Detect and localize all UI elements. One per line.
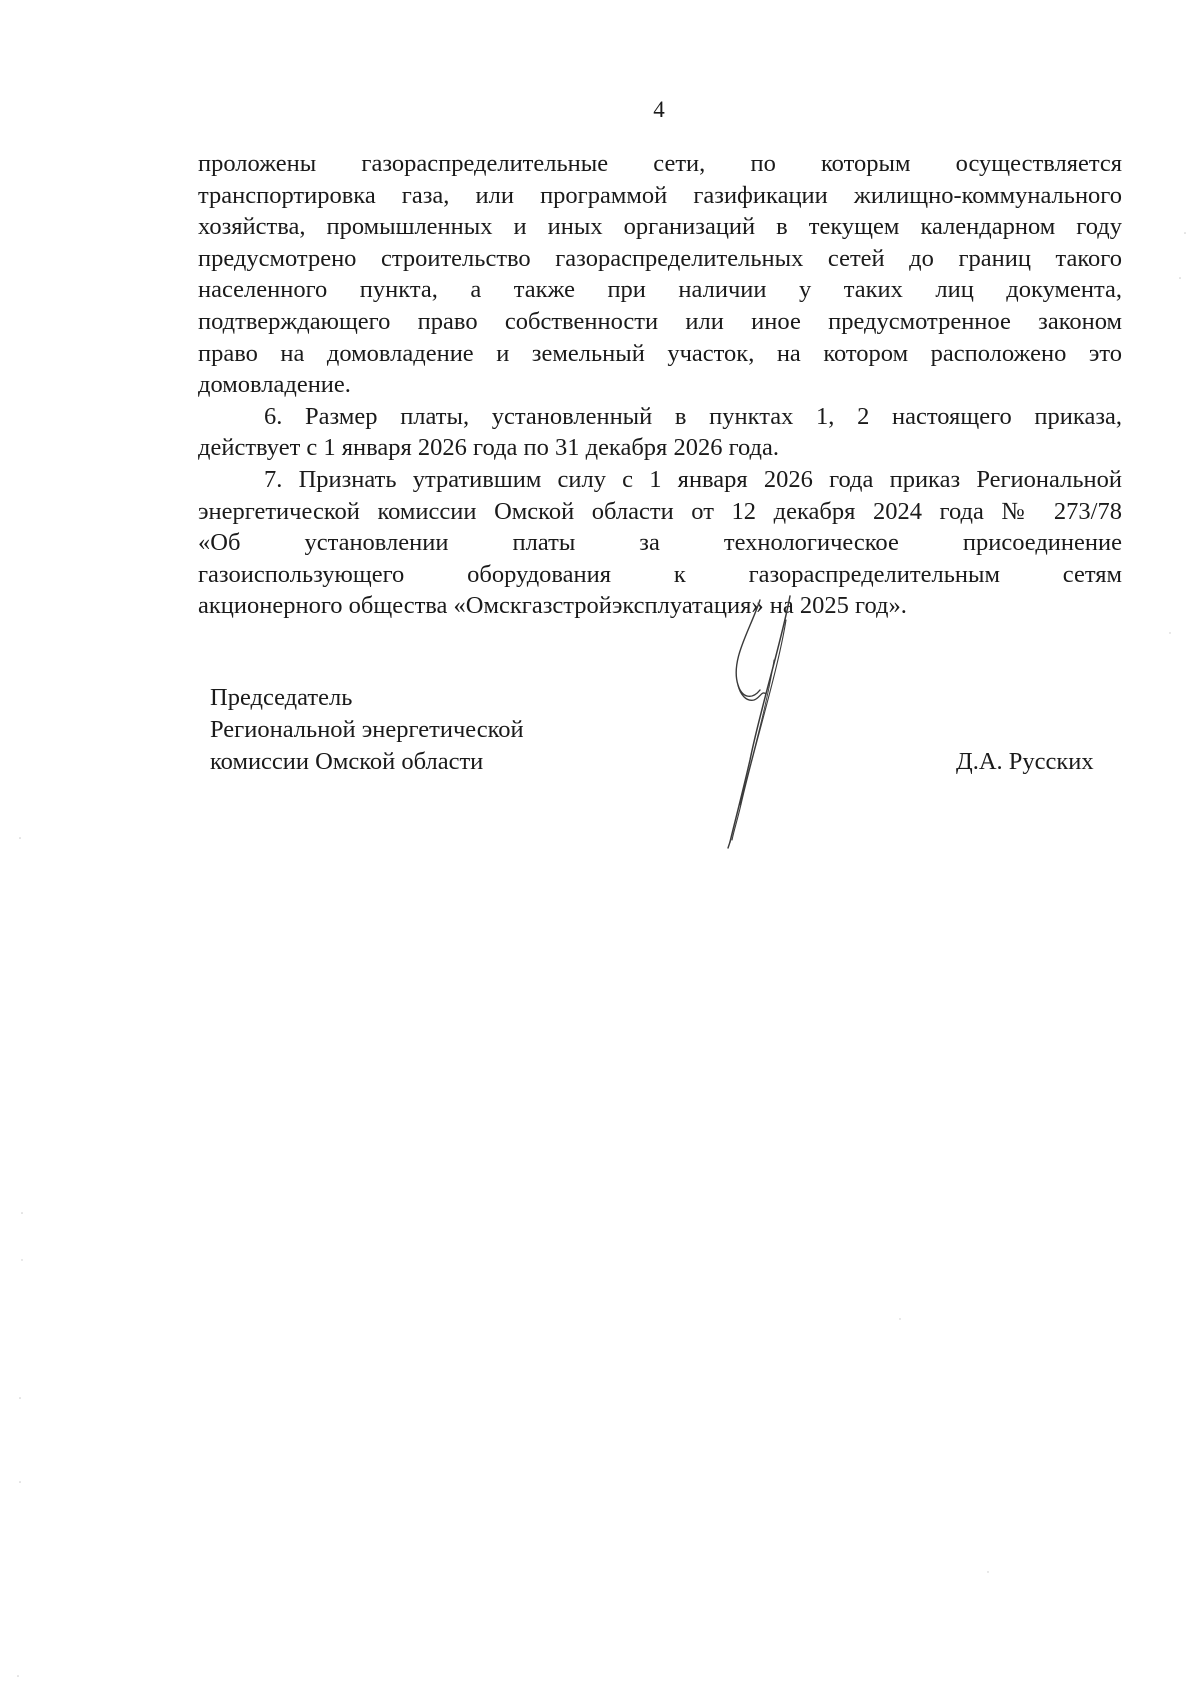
text-line: энергетической комиссии Омской области от 12 декабря 2024 года № 273/78 [198,497,1122,525]
text-line: право на домовладение и земельный участок, на котором расположено это [198,339,1122,367]
text-line: населенного пункта, а также при наличии у таких лиц документа, [198,276,1122,304]
text-line: 7. Признать утратившим силу с 1 января 2026 года приказ Региональной [264,465,1122,493]
text-line: «Об установлении платы за технологическое присоединение [198,529,1122,557]
signatory-position-line: Председатель [210,684,353,711]
text-line: газоиспользующего оборудования к газораспределительным сетям [198,560,1122,588]
signatory-name: Д.А. Русских [956,748,1094,775]
text-line: домовладение. [198,371,351,399]
text-line: акционерного общества «Омскгазстройэксплуатация» на 2025 год». [198,592,907,620]
text-line: проложены газораспределительные сети, по которым осуществляется [198,150,1122,177]
signatory-position-line: комиссии Омской области [210,748,484,775]
page-number: 4 [653,97,665,122]
text-line: действует с 1 января 2026 года по 31 декабря 2026 года. [198,434,780,462]
signatory-position-line: Региональной энергетической [210,716,524,743]
text-line: предусмотрено строительство газораспределительных сетей до границ такого [198,244,1122,272]
text-line: подтверждающего право собственности или иное предусмотренное законом [198,307,1122,335]
text-line: транспортировка газа, или программой газификации жилищно-коммунального [198,181,1122,209]
text-line: 6. Размер платы, установленный в пунктах 1, 2 настоящего приказа, [264,402,1122,430]
text-line: хозяйства, промышленных и иных организаций в текущем календарном году [198,213,1122,241]
